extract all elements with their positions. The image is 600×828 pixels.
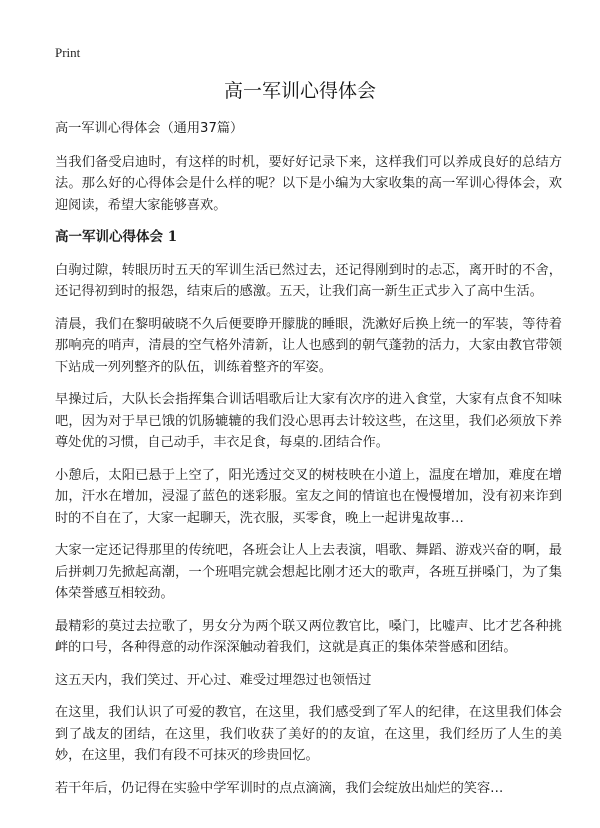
body-paragraph-1: 白驹过隙，转眼历时五天的军训生活已然过去，还记得刚到时的忐忑，离开时的不舍，还记得初到时的报怨，结束后的感激。五天，让我们高一新生正式步入了高中生活。 <box>55 262 562 299</box>
body-paragraph-2: 清晨，我们在黎明破晓不久后便要睁开朦胧的睡眼，洗漱好后换上统一的军装，等待着那响亮的哨声，清晨的空气格外清新，让人也感到的朝气蓬勃的活力，大家由教官带领下站成一列列整齐的队伍，训练着整齐的军姿。 <box>55 316 562 375</box>
intro-paragraph: 当我们备受启迪时，有这样的时机，要好好记录下来，这样我们可以养成良好的总结方法。那么好的心得体会是什么样的呢？以下是小编为大家收集的高一军训心得体会，欢迎阅读，希望大家能够喜欢。 <box>55 154 562 213</box>
body-paragraph-7: 这五天内，我们笑过、开心过、难受过埋怨过也领悟过 <box>55 672 372 688</box>
print-link[interactable]: Print <box>55 45 81 60</box>
body-paragraph-9: 若干年后，仍记得在实验中学军训时的点点滴滴，我们会绽放出灿烂的笑容… <box>55 780 504 796</box>
body-paragraph-5: 大家一定还记得那里的传统吧，各班会让人上去表演，唱歌、舞蹈、游戏兴奋的啊，最后拼刺刀先掀起高潮，一个班唱完就会想起比刚才还大的歌声，各班互拼嗓门，为了集体荣誉感互相较劲。 <box>55 543 562 601</box>
body-paragraph-3: 早操过后，大队长会指挥集合训话唱歌后让大家有次序的进入食堂，大家有点食不知味吧，因为对于早已饿的饥肠辘辘的我们没心思再去计较这些，在这里，我们必须放下养尊处优的习惯，自己动手，丰衣足食，每桌的.团结合作。 <box>55 392 562 450</box>
page-title: 高一军训心得体会 <box>223 80 376 102</box>
body-paragraph-4: 小憩后，太阳已悬于上空了，阳光透过交叉的树枝映在小道上，温度在增加，难度在增加，汗水在增加，浸湿了蓝色的迷彩服。室友之间的情谊也在慢慢增加，没有初来诈到时的不自在了，大家一起聊天，洗衣服，买零食，晚上一起讲鬼故事… <box>55 467 562 526</box>
body-paragraph-6: 最精彩的莫过去拉歌了，男女分为两个联又两位教官比，嗓门，比嘘声、比才艺各种挑衅的口号，各种得意的动作深深触动着我们，这就是真正的集体荣誉感和团结。 <box>55 618 562 655</box>
body-paragraph-8: 在这里，我们认识了可爱的教官，在这里，我们感受到了军人的纪律，在这里我们体会到了战友的团结，在这里，我们收获了美好的的友谊，在这里，我们经历了人生的美妙，在这里，我们有段不可抹灭的珍贵回忆。 <box>55 705 562 763</box>
section-heading: 高一军训心得体会 1 <box>55 229 178 245</box>
document-body <box>55 118 562 810</box>
document-subtitle: 高一军训心得体会（通用37篇） <box>55 121 244 136</box>
